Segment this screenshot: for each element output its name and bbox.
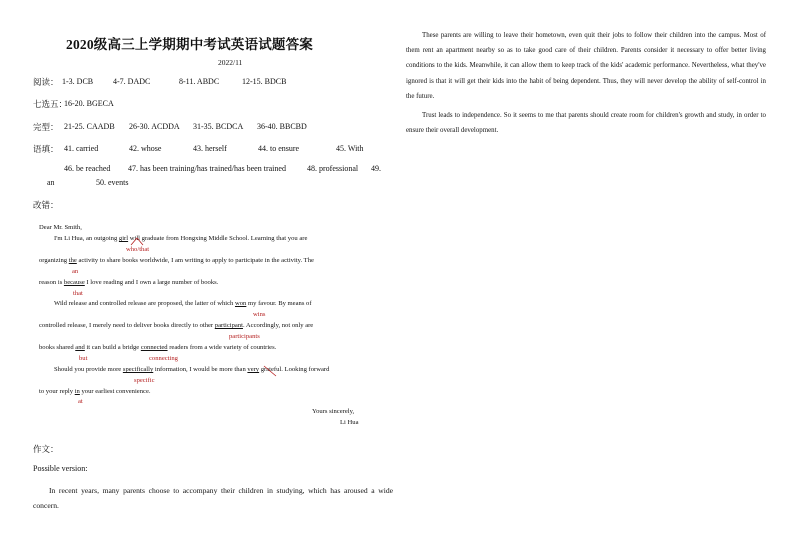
letter-line: to your reply in your earliest convenience.	[39, 388, 151, 395]
essay-block	[33, 484, 393, 513]
grammar-label: 语填：	[33, 144, 59, 154]
grammar-answer: 42. whose	[129, 144, 162, 153]
error-word: won	[234, 300, 247, 307]
error-word: specifically	[122, 366, 154, 373]
letter-line: I'm Li Hua, an outgoing girl will graduate from Hongxing Middle School. Learning that you are	[54, 235, 308, 242]
error-word: and	[75, 344, 85, 351]
grammar-answer: 50. events	[96, 178, 129, 187]
reading-answer: 1-3. DCB	[62, 77, 94, 86]
grammar-answer: 41. carried	[64, 144, 99, 153]
grammar-answer: 46. be reached	[64, 164, 111, 173]
correction-fix: specific	[134, 377, 155, 384]
correction-label: 改错：	[33, 200, 59, 210]
essay-paragraph: In recent years, many parents choose to accompany their children in studying, which has aroused a wide concern.	[33, 486, 393, 510]
correction-fix: who/that	[126, 246, 150, 253]
error-word: girl	[118, 235, 129, 242]
cloze-answer: 31-35. BCDCA	[193, 122, 244, 131]
cloze-answer: 26-30. ACDDA	[129, 122, 180, 131]
letter-line: reason is because I love reading and I own a large number of books.	[39, 279, 219, 286]
correction-fix: an	[72, 268, 79, 275]
reading-answer: 8-11. ABDC	[179, 77, 220, 86]
reading-label: 阅读：	[33, 77, 59, 87]
grammar-answer: 49.	[371, 164, 381, 173]
error-word: very	[247, 366, 260, 373]
grammar-answer: 43. herself	[193, 144, 227, 153]
letter-signature: Li Hua	[340, 419, 359, 426]
letter-greeting: Dear Mr. Smith,	[39, 224, 82, 231]
grammar-answer: an	[47, 178, 55, 187]
reading-answer: 12-15. BDCB	[242, 77, 287, 86]
possible-version-label: Possible version:	[33, 464, 88, 473]
correction-fix: wins	[253, 311, 266, 318]
grammar-answer: 45. With	[336, 144, 364, 153]
essay-continuation	[406, 28, 766, 138]
letter-line: controlled release, I merely need to deliver books directly to other participant. Accordingly, not only are	[39, 322, 314, 329]
letter-line: organizing the activity to share books worldwide, I am writing to apply to participate in the activity. The	[39, 257, 314, 264]
writing-label: 作文：	[33, 444, 59, 454]
correction-fix: connecting	[149, 355, 178, 362]
cloze-answer: 36-40. BBCBD	[257, 122, 307, 131]
cloze-label: 完型：	[33, 122, 59, 132]
error-word: in	[74, 388, 80, 395]
seven-label: 七选五：	[33, 99, 68, 109]
letter-line: Wild release and controlled release are proposed, the latter of which won my favour. By means of	[54, 300, 312, 307]
correction-fix: at	[78, 398, 83, 405]
correction-fix: that	[73, 290, 83, 297]
letter-line: books shared and it can build a bridge connected readers from a wide variety of countries.	[39, 344, 277, 351]
letter-line: Should you provide more specifically information, I would be more than very grateful. Looking forward	[54, 366, 330, 373]
correction-fix: participants	[229, 333, 260, 340]
strike-mark-icon	[264, 366, 276, 376]
insert-caret-icon	[131, 238, 143, 245]
cloze-answer: 21-25. CAADB	[64, 122, 115, 131]
error-word: the	[68, 257, 77, 264]
correction-fix: but	[79, 355, 88, 362]
seven-answer: 16-20. BGECA	[64, 99, 114, 108]
page-title: 2020级高三上学期期中考试英语试题答案	[66, 37, 313, 52]
error-word: participant	[214, 322, 243, 329]
error-word: because	[63, 279, 85, 286]
exam-date: 2022/11	[218, 58, 243, 67]
grammar-answer: 48. professional	[307, 164, 359, 173]
letter-closing: Yours sincerely,	[312, 408, 355, 415]
essay-paragraph: These parents are willing to leave their hometown, even quit their jobs to follow their children into the campus. Most of them rent an apartment nearby so as to take good care of their children. Parents consider it necessary to offer better living conditions to the kids. Meanwhile, it can allow them to keep track of the kids' academic performance. Nevertheless, what they've ignored is that it will get their kids into the habit of being dependent. Thus, they will never develop the ability of self-control in the future.	[406, 32, 766, 100]
grammar-answer: 47. has been training/has trained/has been trained	[128, 164, 286, 173]
grammar-answer: 44. to ensure	[258, 144, 300, 153]
reading-answer: 4-7. DADC	[113, 77, 151, 86]
essay-paragraph: Trust leads to independence. So it seems to me that parents should create room for children's growth and study, in order to ensure their overall development.	[406, 112, 766, 135]
error-word: connected	[140, 344, 168, 351]
